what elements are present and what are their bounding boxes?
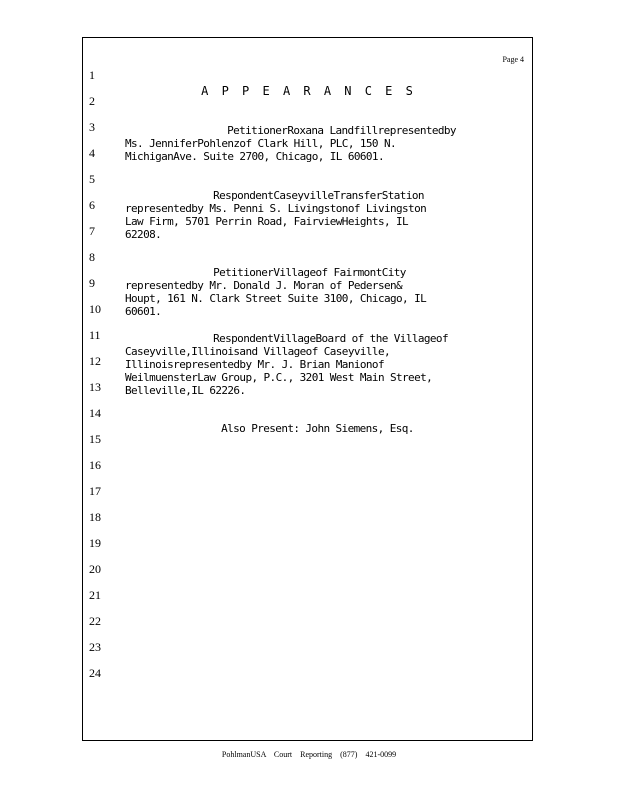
line-number: 20	[89, 562, 101, 576]
line-number: 6	[89, 198, 95, 212]
appearance-paragraph	[125, 319, 517, 410]
paragraph-rest: Ms. JenniferPohlenzof Clark Hill, PLC, 150 N. MichiganAve. Suite 2700, Chicago, IL 60601.	[125, 137, 397, 163]
line-number: 7	[89, 224, 95, 238]
appearances-title: A P P E A R A N C E S	[201, 84, 416, 98]
line-number: 19	[89, 536, 101, 550]
paragraph-first-line: RespondentCaseyvilleTransferStation	[213, 189, 424, 202]
line-number: 16	[89, 458, 101, 472]
line-number: 18	[89, 510, 101, 524]
line-number: 22	[89, 614, 101, 628]
transcript-page	[82, 37, 533, 741]
paragraph-rest: Caseyville,Illinoisand Villageof Caseyville, Illinoisrepresentedby Mr. J. Brian Manionof WeilmuensterLaw Group, P.C., 3201 West Main Street, Belleville,IL 62226.	[125, 345, 433, 397]
line-number: 15	[89, 432, 101, 446]
appearance-paragraph	[125, 111, 517, 176]
line-number: 5	[89, 172, 95, 186]
paragraph-first-line: RespondentVillageBoard of the Villageof	[213, 332, 448, 345]
paragraph-first-line: PetitionerRoxana Landfillrepresentedby	[227, 124, 456, 137]
also-present-line	[125, 409, 517, 448]
line-number: 10	[89, 302, 101, 316]
line-number: 3	[89, 120, 95, 134]
line-number: 12	[89, 354, 101, 368]
line-number: 11	[89, 328, 101, 342]
line-number: 9	[89, 276, 95, 290]
line-number: 4	[89, 146, 95, 160]
line-number: 17	[89, 484, 101, 498]
line-number: 13	[89, 380, 101, 394]
footer: PohlmanUSA Court Reporting (877) 421-0099	[221, 750, 397, 759]
appearance-paragraph	[125, 176, 517, 254]
line-number: 1	[89, 68, 95, 82]
line-number: 24	[89, 666, 101, 680]
line-number: 2	[89, 94, 95, 108]
line-number: 23	[89, 640, 101, 654]
paragraph-first-line: PetitionerVillageof FairmontCity	[213, 266, 406, 279]
paragraph-rest: representedby Mr. Donald J. Moran of Pedersen& Houpt, 161 N. Clark Street Suite 3100, Chicago, IL 60601.	[125, 279, 427, 318]
line-number: 21	[89, 588, 101, 602]
paragraph-rest: representedby Ms. Penni S. Livingstonof Livingston Law Firm, 5701 Perrin Road, FairviewHeights, IL 62208.	[125, 202, 427, 241]
line-number: 14	[89, 406, 101, 420]
also-present-text: Also Present: John Siemens, Esq.	[221, 422, 414, 435]
page-number: Page 4	[502, 55, 524, 64]
line-number: 8	[89, 250, 95, 264]
